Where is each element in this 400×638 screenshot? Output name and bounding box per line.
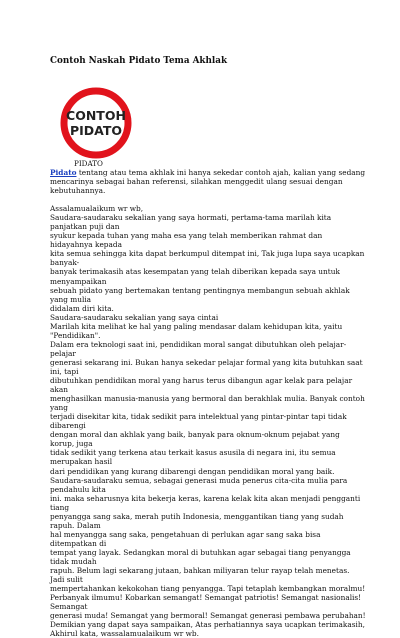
text-line: Marilah kita melihat ke hal yang paling mendasar dalam kehidupan kita, yaitu "Pendidikan".: [50, 321, 343, 340]
pidato-link[interactable]: Pidato: [50, 168, 77, 177]
text-line: Perbanyak ilmumu! Kobarkan semangat! Semangat patriotis! Semangat nasionalis! Semangat: [50, 593, 362, 612]
text-line: generasi sekarang ini. Bukan hanya sekedar pelajar formal yang kita butuhkan saat ini, tapi: [50, 357, 363, 376]
text-line: Saudara-saudaraku semua, sebagai generasi muda penerus cita-cita mulia para pendahulu kita: [50, 475, 348, 494]
speech-text: [50, 204, 366, 638]
text-line: Saudara-saudaraku sekalian yang saya hormati, pertama-tama marilah kita panjatkan puji dan: [50, 213, 332, 232]
text-line: dibutuhkan pendidikan moral yang harus terus dibangun agar kelak para pelajar akan: [50, 376, 353, 395]
text-line: hal menyangga sang saka, pengetahuan di perlukan agar sang saka bisa ditempatkan di: [50, 529, 321, 548]
text-line: dengan moral dan akhlak yang baik, banyak para oknum-oknum pejabat yang korup, juga: [50, 430, 340, 449]
text-line: didalam diri kita.: [50, 303, 114, 313]
document-body: [50, 168, 366, 638]
text-line: sebuah pidato yang bertemakan tentang pentingnya membangun sebuah akhlak yang mulia: [50, 285, 350, 304]
text-line: generasi muda! Semangat yang bermoral! Semangat generasi pembawa perubahan!: [50, 611, 366, 621]
text-line: kita semua sehingga kita dapat berkumpul ditempat ini, Tak juga lupa saya ucapkan banyak-: [50, 249, 365, 268]
text-line: rapuh. Belum lagi sekarang jutaan, bahkan miliyaran telur rayap telah menetas. Jadi sulit: [50, 566, 350, 585]
text-line: menghasilkan manusia-manusia yang bermoral dan berakhlak mulia. Banyak contoh yang: [50, 394, 365, 413]
intro-line: mencarinya sebagai bahan referensi, silahkan menggedit ulang sesuai dengan kebutuhannya.: [50, 177, 343, 196]
text-line: penyangga sang saka, merah putih Indonesia, menggantikan tiang yang sudah rapuh. Dalam: [50, 511, 344, 530]
intro-line: [50, 168, 366, 177]
text-line: syukur kepada tuhan yang maha esa yang telah memberikan rahmat dan hidayahnya kepada: [50, 231, 323, 250]
figure-caption: PIDATO: [74, 159, 103, 168]
text-line: banyak terimakasih atas kesempatan yang telah diberikan kepada saya untuk menyampaikan: [50, 267, 340, 286]
page-title: Contoh Naskah Pidato Tema Akhlak: [50, 56, 228, 66]
paragraph-gap: [50, 195, 366, 204]
text-line: dari pendidikan yang kurang dibarengi dengan pendidikan moral yang baik.: [50, 466, 335, 476]
text-line: Akhirul kata, wassalamualaikum wr wb.: [50, 629, 199, 638]
sign-line-1: CONTOH: [66, 108, 126, 123]
text-line: tidak sedikit yang terkena atau terkait kasus asusila di negara ini, itu semua merupakan hasil: [50, 448, 336, 467]
text-line: ini. maka seharusnya kita bekerja keras, karena kelak kita akan menjadi pengganti tiang: [50, 493, 361, 512]
contoh-pidato-sign-image: [60, 87, 132, 159]
text-line: Demikian yang dapat saya sampaikan, Atas perhatiannya saya ucapkan terimakasih,: [50, 620, 365, 630]
text-line: Assalamualaikum wr wb,: [50, 204, 144, 214]
text-line: terjadi disekitar kita, tidak sedikit para intelektual yang pintar-pintar tapi tidak dibarengi: [50, 412, 347, 431]
text-line: Saudara-saudaraku sekalian yang saya cintai: [50, 312, 219, 322]
intro-text: tentang atau tema akhlak ini hanya sekedar contoh ajah, kalian yang sedang: [76, 168, 366, 177]
sign-line-2: PIDATO: [69, 123, 123, 138]
text-line: tempat yang layak. Sedangkan moral di butuhkan agar sebagai tiang penyangga tidak mudah: [50, 547, 351, 566]
text-line: Dalam era teknologi saat ini, pendidikan moral sangat dibutuhkan oleh pelajar-pelajar: [50, 339, 347, 358]
text-line: mempertahankan kekokohan tiang penyangga. Tapi tetaplah kembangkan moralmu!: [50, 584, 366, 594]
figure: [60, 87, 142, 168]
